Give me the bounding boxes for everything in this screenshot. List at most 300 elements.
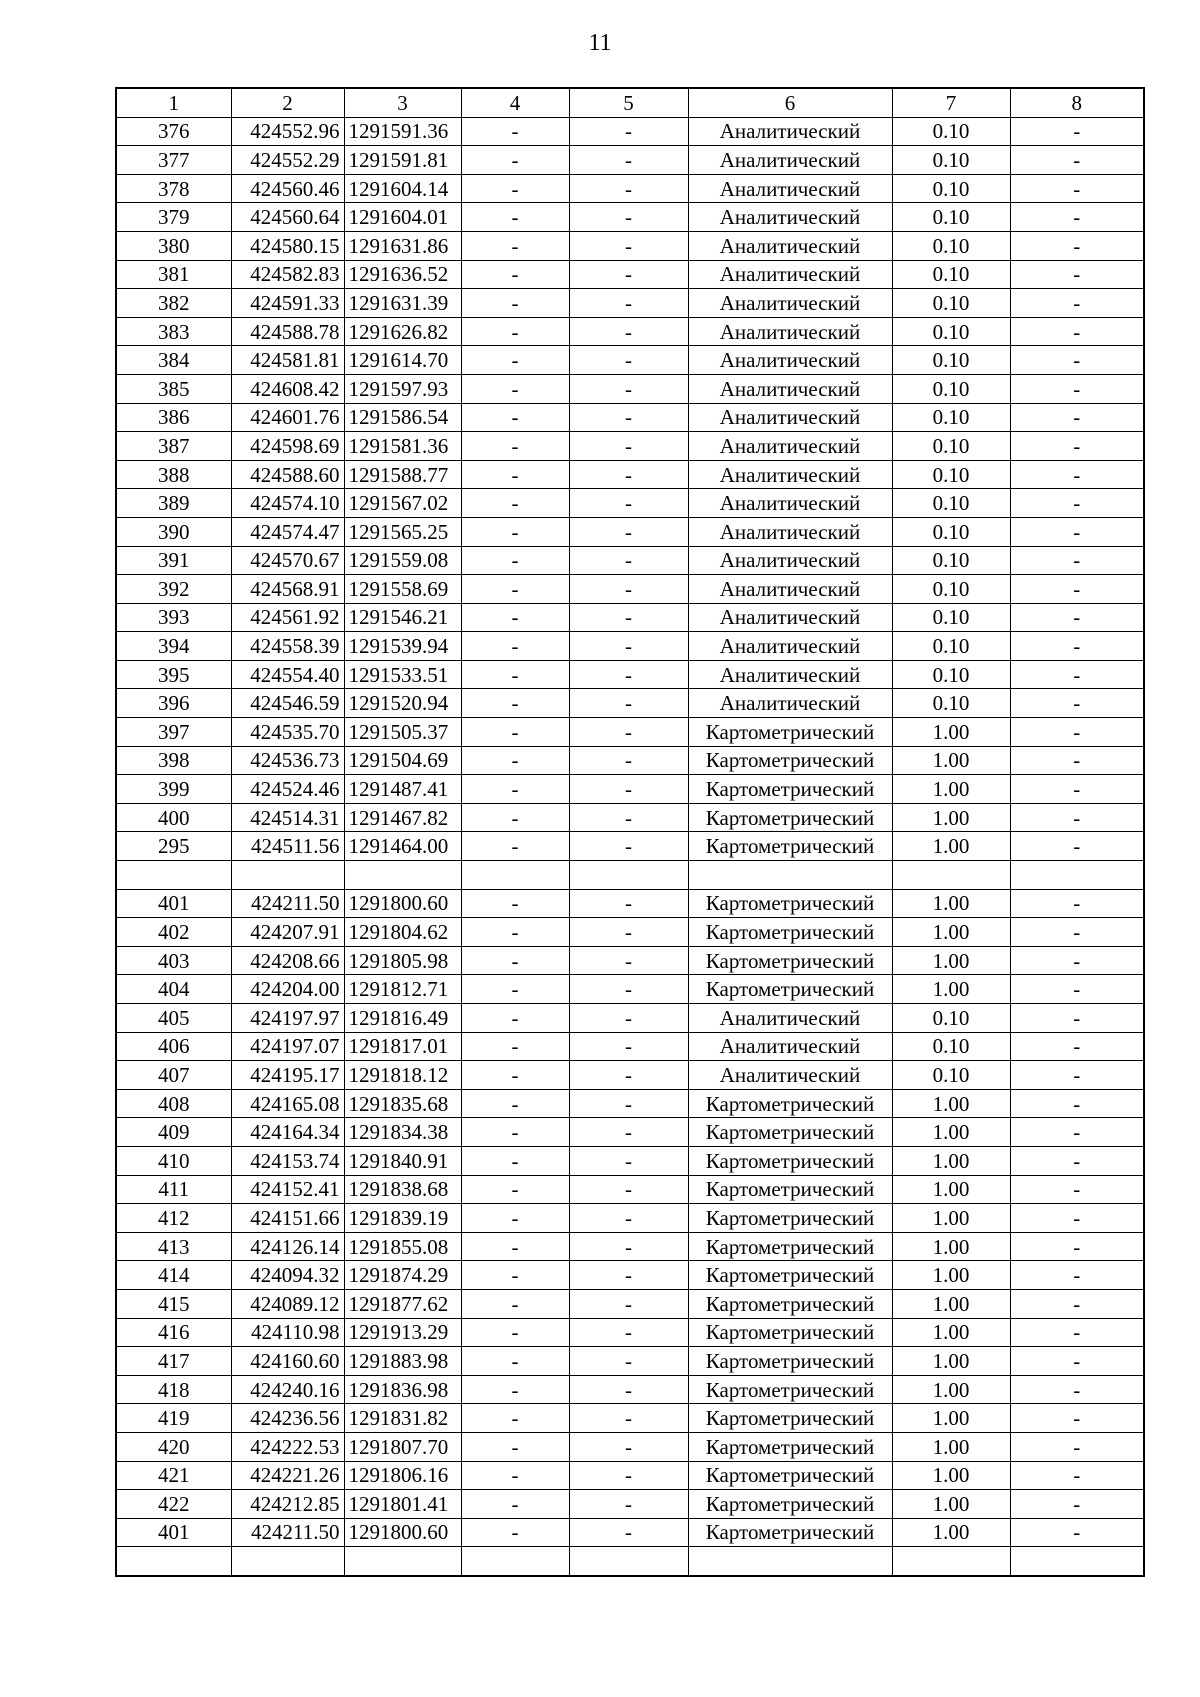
col-5-cell: -: [569, 575, 688, 604]
col-5-cell: -: [569, 460, 688, 489]
point-number-cell: 418: [116, 1375, 231, 1404]
x-coordinate-cell: 424511.56: [231, 832, 344, 861]
col-5-cell: -: [569, 918, 688, 947]
table-row: [116, 1261, 1144, 1290]
y-coordinate-cell: 1291839.19: [344, 1204, 461, 1233]
accuracy-cell: 0.10: [892, 517, 1010, 546]
x-coordinate-cell: 424570.67: [231, 546, 344, 575]
accuracy-cell: 1.00: [892, 1318, 1010, 1347]
y-coordinate-cell: 1291835.68: [344, 1089, 461, 1118]
y-coordinate-cell: 1291567.02: [344, 489, 461, 518]
y-coordinate-cell: 1291807.70: [344, 1432, 461, 1461]
col-8-cell: -: [1010, 260, 1144, 289]
col-4-cell: -: [461, 889, 569, 918]
table-row: [116, 1118, 1144, 1147]
col-4-cell: -: [461, 1032, 569, 1061]
accuracy-cell: 0.10: [892, 117, 1010, 146]
col-8-cell: -: [1010, 1032, 1144, 1061]
col-4-cell: -: [461, 260, 569, 289]
col-8-cell: -: [1010, 203, 1144, 232]
y-coordinate-cell: 1291834.38: [344, 1118, 461, 1147]
col-8-cell: -: [1010, 174, 1144, 203]
x-coordinate-cell: 424581.81: [231, 346, 344, 375]
method-cell: [688, 1547, 892, 1576]
col-4-cell: -: [461, 1375, 569, 1404]
col-4-cell: -: [461, 460, 569, 489]
x-coordinate-cell: 424165.08: [231, 1089, 344, 1118]
method-cell: Картометрический: [688, 1490, 892, 1519]
table-row: [116, 575, 1144, 604]
col-4-cell: -: [461, 1518, 569, 1547]
point-number-cell: 391: [116, 546, 231, 575]
y-coordinate-cell: 1291877.62: [344, 1289, 461, 1318]
x-coordinate-cell: 424598.69: [231, 432, 344, 461]
point-number-cell: 400: [116, 803, 231, 832]
method-cell: Аналитический: [688, 660, 892, 689]
method-cell: Картометрический: [688, 1289, 892, 1318]
y-coordinate-cell: 1291812.71: [344, 975, 461, 1004]
col-4-cell: -: [461, 1289, 569, 1318]
method-cell: Аналитический: [688, 632, 892, 661]
x-coordinate-cell: 424197.97: [231, 1004, 344, 1033]
accuracy-cell: 0.10: [892, 1061, 1010, 1090]
accuracy-cell: 0.10: [892, 260, 1010, 289]
table-row: [116, 718, 1144, 747]
col-4-cell: -: [461, 660, 569, 689]
method-cell: Аналитический: [688, 231, 892, 260]
x-coordinate-cell: 424094.32: [231, 1261, 344, 1290]
accuracy-cell: 0.10: [892, 603, 1010, 632]
point-number-cell: 386: [116, 403, 231, 432]
col-4-cell: -: [461, 975, 569, 1004]
table-row: [116, 603, 1144, 632]
col-5-cell: -: [569, 1347, 688, 1376]
col-8-cell: -: [1010, 1232, 1144, 1261]
y-coordinate-cell: 1291533.51: [344, 660, 461, 689]
accuracy-cell: 1.00: [892, 946, 1010, 975]
col-4-cell: -: [461, 1261, 569, 1290]
point-number-cell: 401: [116, 889, 231, 918]
accuracy-cell: 1.00: [892, 975, 1010, 1004]
y-coordinate-cell: 1291546.21: [344, 603, 461, 632]
table-row: [116, 203, 1144, 232]
y-coordinate-cell: 1291604.01: [344, 203, 461, 232]
col-8-cell: -: [1010, 460, 1144, 489]
col-4-cell: -: [461, 346, 569, 375]
x-coordinate-cell: 424580.15: [231, 231, 344, 260]
col-8-cell: -: [1010, 1518, 1144, 1547]
col-8-cell: -: [1010, 546, 1144, 575]
col-4-cell: -: [461, 1175, 569, 1204]
col-5-cell: -: [569, 203, 688, 232]
col-8-cell: -: [1010, 1146, 1144, 1175]
col-4-cell: -: [461, 146, 569, 175]
col-5-cell: -: [569, 975, 688, 1004]
table-row: [116, 317, 1144, 346]
point-number-cell: 409: [116, 1118, 231, 1147]
col-4-cell: -: [461, 832, 569, 861]
point-number-cell: 417: [116, 1347, 231, 1376]
col-5-cell: -: [569, 832, 688, 861]
y-coordinate-cell: 1291804.62: [344, 918, 461, 947]
method-cell: Картометрический: [688, 832, 892, 861]
col-8-cell: -: [1010, 374, 1144, 403]
accuracy-cell: 1.00: [892, 1461, 1010, 1490]
x-coordinate-cell: 424212.85: [231, 1490, 344, 1519]
col-4-cell: -: [461, 289, 569, 318]
col-4-cell: -: [461, 517, 569, 546]
table-row: [116, 1318, 1144, 1347]
col-4-cell: -: [461, 689, 569, 718]
accuracy-cell: 1.00: [892, 832, 1010, 861]
method-cell: Аналитический: [688, 432, 892, 461]
y-coordinate-cell: 1291604.14: [344, 174, 461, 203]
col-5-cell: -: [569, 1432, 688, 1461]
accuracy-cell: 0.10: [892, 203, 1010, 232]
y-coordinate-cell: 1291467.82: [344, 803, 461, 832]
table-row: [116, 1232, 1144, 1261]
method-cell: Аналитический: [688, 517, 892, 546]
col-5-cell: -: [569, 1204, 688, 1233]
table-row: [116, 889, 1144, 918]
point-number-cell: 395: [116, 660, 231, 689]
y-coordinate-cell: 1291805.98: [344, 946, 461, 975]
method-cell: Аналитический: [688, 689, 892, 718]
table-row: [116, 1289, 1144, 1318]
y-coordinate-cell: 1291588.77: [344, 460, 461, 489]
accuracy-cell: 1.00: [892, 1089, 1010, 1118]
col-8-cell: -: [1010, 317, 1144, 346]
accuracy-cell: 1.00: [892, 1490, 1010, 1519]
col-5-cell: -: [569, 803, 688, 832]
y-coordinate-cell: 1291838.68: [344, 1175, 461, 1204]
method-cell: Картометрический: [688, 1318, 892, 1347]
x-coordinate-cell: 424151.66: [231, 1204, 344, 1233]
method-cell: Аналитический: [688, 260, 892, 289]
method-cell: Аналитический: [688, 546, 892, 575]
y-coordinate-cell: 1291831.82: [344, 1404, 461, 1433]
method-cell: Аналитический: [688, 203, 892, 232]
x-coordinate-cell: 424221.26: [231, 1461, 344, 1490]
table-row: [116, 1547, 1144, 1576]
point-number-cell: 393: [116, 603, 231, 632]
col-8-cell: -: [1010, 1261, 1144, 1290]
col-5-cell: -: [569, 1375, 688, 1404]
method-cell: Картометрический: [688, 746, 892, 775]
page-number: 11: [588, 30, 612, 56]
point-number-cell: 379: [116, 203, 231, 232]
col-8-cell: -: [1010, 1432, 1144, 1461]
accuracy-cell: 0.10: [892, 346, 1010, 375]
y-coordinate-cell: 1291586.54: [344, 403, 461, 432]
accuracy-cell: 1.00: [892, 1404, 1010, 1433]
col-5-cell: -: [569, 374, 688, 403]
col-4-cell: -: [461, 1146, 569, 1175]
method-cell: Картометрический: [688, 975, 892, 1004]
header-cell-5: 5: [569, 88, 688, 117]
col-5-cell: -: [569, 718, 688, 747]
col-8-cell: -: [1010, 632, 1144, 661]
table-header: [116, 88, 1144, 117]
point-number-cell: [116, 861, 231, 890]
col-4-cell: -: [461, 231, 569, 260]
accuracy-cell: 1.00: [892, 1347, 1010, 1376]
table-row: [116, 660, 1144, 689]
method-cell: Аналитический: [688, 575, 892, 604]
col-5-cell: -: [569, 1004, 688, 1033]
x-coordinate-cell: 424588.60: [231, 460, 344, 489]
y-coordinate-cell: 1291801.41: [344, 1490, 461, 1519]
point-number-cell: 392: [116, 575, 231, 604]
y-coordinate-cell: 1291855.08: [344, 1232, 461, 1261]
col-8-cell: -: [1010, 146, 1144, 175]
col-8-cell: -: [1010, 1461, 1144, 1490]
col-5-cell: -: [569, 517, 688, 546]
point-number-cell: 381: [116, 260, 231, 289]
method-cell: Картометрический: [688, 1518, 892, 1547]
col-8-cell: -: [1010, 718, 1144, 747]
table-row: [116, 1461, 1144, 1490]
col-5-cell: -: [569, 1318, 688, 1347]
table-row: [116, 289, 1144, 318]
point-number-cell: 419: [116, 1404, 231, 1433]
accuracy-cell: 0.10: [892, 403, 1010, 432]
point-number-cell: 378: [116, 174, 231, 203]
col-4-cell: -: [461, 317, 569, 346]
x-coordinate-cell: 424554.40: [231, 660, 344, 689]
accuracy-cell: 0.10: [892, 1032, 1010, 1061]
col-4-cell: -: [461, 489, 569, 518]
point-number-cell: 394: [116, 632, 231, 661]
x-coordinate-cell: 424208.66: [231, 946, 344, 975]
table-row: [116, 432, 1144, 461]
point-number-cell: 390: [116, 517, 231, 546]
col-5-cell: -: [569, 1089, 688, 1118]
table-row: [116, 546, 1144, 575]
x-coordinate-cell: 424240.16: [231, 1375, 344, 1404]
x-coordinate-cell: 424153.74: [231, 1146, 344, 1175]
col-4-cell: [461, 861, 569, 890]
col-4-cell: -: [461, 1432, 569, 1461]
header-cell-1: 1: [116, 88, 231, 117]
table-row: [116, 1175, 1144, 1204]
x-coordinate-cell: 424211.50: [231, 1518, 344, 1547]
x-coordinate-cell: 424164.34: [231, 1118, 344, 1147]
col-8-cell: -: [1010, 746, 1144, 775]
col-5-cell: -: [569, 1232, 688, 1261]
col-8-cell: -: [1010, 1089, 1144, 1118]
col-8-cell: -: [1010, 803, 1144, 832]
accuracy-cell: 0.10: [892, 146, 1010, 175]
point-number-cell: 397: [116, 718, 231, 747]
col-4-cell: -: [461, 403, 569, 432]
x-coordinate-cell: 424207.91: [231, 918, 344, 947]
col-5-cell: -: [569, 775, 688, 804]
method-cell: Аналитический: [688, 1004, 892, 1033]
accuracy-cell: 1.00: [892, 918, 1010, 947]
col-4-cell: -: [461, 1490, 569, 1519]
accuracy-cell: 0.10: [892, 317, 1010, 346]
col-8-cell: -: [1010, 1318, 1144, 1347]
accuracy-cell: 1.00: [892, 1118, 1010, 1147]
col-4-cell: -: [461, 1347, 569, 1376]
method-cell: [688, 861, 892, 890]
col-5-cell: -: [569, 317, 688, 346]
col-8-cell: -: [1010, 603, 1144, 632]
col-8-cell: -: [1010, 689, 1144, 718]
table-row: [116, 946, 1144, 975]
col-5-cell: [569, 1547, 688, 1576]
col-8-cell: -: [1010, 918, 1144, 947]
x-coordinate-cell: 424591.33: [231, 289, 344, 318]
table-row: [116, 746, 1144, 775]
col-4-cell: -: [461, 174, 569, 203]
header-cell-3: 3: [344, 88, 461, 117]
y-coordinate-cell: 1291631.86: [344, 231, 461, 260]
col-5-cell: -: [569, 1175, 688, 1204]
header-row: [116, 88, 1144, 117]
accuracy-cell: 0.10: [892, 289, 1010, 318]
x-coordinate-cell: 424546.59: [231, 689, 344, 718]
x-coordinate-cell: 424524.46: [231, 775, 344, 804]
table-row: [116, 1432, 1144, 1461]
accuracy-cell: 1.00: [892, 1432, 1010, 1461]
col-8-cell: -: [1010, 1347, 1144, 1376]
point-number-cell: 389: [116, 489, 231, 518]
method-cell: Картометрический: [688, 1461, 892, 1490]
col-8-cell: -: [1010, 517, 1144, 546]
method-cell: Аналитический: [688, 146, 892, 175]
col-8-cell: -: [1010, 1204, 1144, 1233]
point-number-cell: 415: [116, 1289, 231, 1318]
method-cell: Картометрический: [688, 1261, 892, 1290]
table-row: [116, 117, 1144, 146]
col-5-cell: -: [569, 1518, 688, 1547]
y-coordinate-cell: 1291559.08: [344, 546, 461, 575]
table-row: [116, 403, 1144, 432]
point-number-cell: 416: [116, 1318, 231, 1347]
accuracy-cell: 1.00: [892, 746, 1010, 775]
col-8-cell: -: [1010, 1289, 1144, 1318]
accuracy-cell: 0.10: [892, 689, 1010, 718]
accuracy-cell: 1.00: [892, 775, 1010, 804]
point-number-cell: 403: [116, 946, 231, 975]
col-5-cell: -: [569, 1461, 688, 1490]
point-number-cell: 388: [116, 460, 231, 489]
table-row: [116, 1375, 1144, 1404]
x-coordinate-cell: 424588.78: [231, 317, 344, 346]
x-coordinate-cell: 424561.92: [231, 603, 344, 632]
col-5-cell: -: [569, 1061, 688, 1090]
method-cell: Картометрический: [688, 1432, 892, 1461]
y-coordinate-cell: 1291636.52: [344, 260, 461, 289]
col-8-cell: -: [1010, 889, 1144, 918]
point-number-cell: 404: [116, 975, 231, 1004]
col-4-cell: -: [461, 718, 569, 747]
col-8-cell: -: [1010, 975, 1144, 1004]
table-row: [116, 975, 1144, 1004]
x-coordinate-cell: 424552.96: [231, 117, 344, 146]
y-coordinate-cell: 1291464.00: [344, 832, 461, 861]
accuracy-cell: 1.00: [892, 1518, 1010, 1547]
x-coordinate-cell: 424560.46: [231, 174, 344, 203]
x-coordinate-cell: 424608.42: [231, 374, 344, 403]
col-8-cell: -: [1010, 1004, 1144, 1033]
x-coordinate-cell: 424560.64: [231, 203, 344, 232]
point-number-cell: 407: [116, 1061, 231, 1090]
col-5-cell: -: [569, 1118, 688, 1147]
col-8-cell: -: [1010, 946, 1144, 975]
point-number-cell: 399: [116, 775, 231, 804]
method-cell: Аналитический: [688, 489, 892, 518]
table-row: [116, 346, 1144, 375]
x-coordinate-cell: [231, 861, 344, 890]
accuracy-cell: 1.00: [892, 1261, 1010, 1290]
header-cell-8: 8: [1010, 88, 1144, 117]
accuracy-cell: 0.10: [892, 575, 1010, 604]
table-row: [116, 1032, 1144, 1061]
x-coordinate-cell: 424126.14: [231, 1232, 344, 1261]
y-coordinate-cell: 1291597.93: [344, 374, 461, 403]
method-cell: Картометрический: [688, 775, 892, 804]
col-4-cell: [461, 1547, 569, 1576]
col-8-cell: -: [1010, 117, 1144, 146]
method-cell: Картометрический: [688, 889, 892, 918]
accuracy-cell: 1.00: [892, 803, 1010, 832]
col-8-cell: -: [1010, 1118, 1144, 1147]
y-coordinate-cell: 1291539.94: [344, 632, 461, 661]
x-coordinate-cell: 424601.76: [231, 403, 344, 432]
col-8-cell: -: [1010, 403, 1144, 432]
method-cell: Картометрический: [688, 1404, 892, 1433]
x-coordinate-cell: 424535.70: [231, 718, 344, 747]
y-coordinate-cell: 1291505.37: [344, 718, 461, 747]
y-coordinate-cell: 1291520.94: [344, 689, 461, 718]
x-coordinate-cell: 424552.29: [231, 146, 344, 175]
col-5-cell: -: [569, 1146, 688, 1175]
accuracy-cell: 0.10: [892, 432, 1010, 461]
x-coordinate-cell: 424574.47: [231, 517, 344, 546]
accuracy-cell: 1.00: [892, 718, 1010, 747]
col-5-cell: -: [569, 889, 688, 918]
method-cell: Аналитический: [688, 1032, 892, 1061]
col-5-cell: -: [569, 403, 688, 432]
col-4-cell: -: [461, 946, 569, 975]
table-row: [116, 775, 1144, 804]
x-coordinate-cell: 424236.56: [231, 1404, 344, 1433]
point-number-cell: 410: [116, 1146, 231, 1175]
point-number-cell: 398: [116, 746, 231, 775]
table-row: [116, 632, 1144, 661]
point-number-cell: 396: [116, 689, 231, 718]
point-number-cell: 413: [116, 1232, 231, 1261]
col-8-cell: -: [1010, 1061, 1144, 1090]
col-4-cell: -: [461, 1004, 569, 1033]
y-coordinate-cell: 1291818.12: [344, 1061, 461, 1090]
x-coordinate-cell: 424110.98: [231, 1318, 344, 1347]
col-8-cell: -: [1010, 289, 1144, 318]
point-number-cell: 382: [116, 289, 231, 318]
table-row: [116, 260, 1144, 289]
method-cell: Аналитический: [688, 603, 892, 632]
table-row: [116, 460, 1144, 489]
y-coordinate-cell: [344, 1547, 461, 1576]
accuracy-cell: 1.00: [892, 1146, 1010, 1175]
y-coordinate-cell: 1291581.36: [344, 432, 461, 461]
table-row: [116, 1089, 1144, 1118]
col-8-cell: -: [1010, 832, 1144, 861]
col-8-cell: [1010, 1547, 1144, 1576]
